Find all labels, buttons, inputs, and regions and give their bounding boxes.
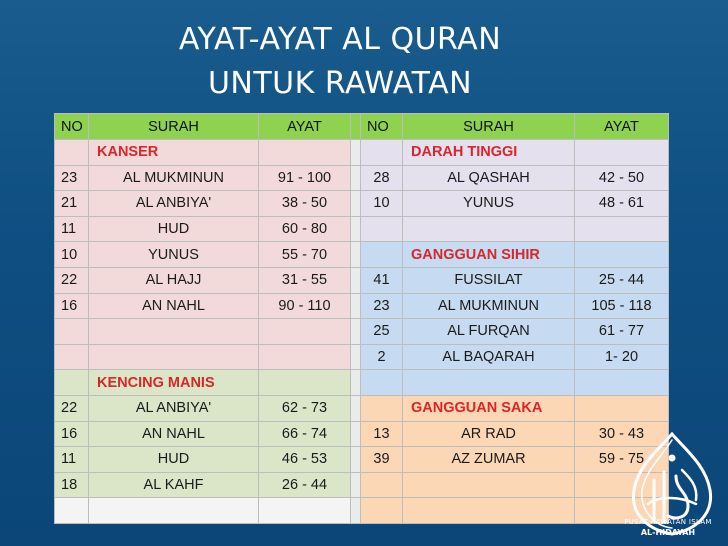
cell-ayat: 30 - 43 [575,421,669,447]
category-heading: KANSER [89,140,259,166]
cell-no [55,319,89,345]
cell-surah: AR RAD [403,421,575,447]
cell-no: 2 [361,344,403,370]
cell-no: 16 [55,293,89,319]
cell-surah: AL KAHF [89,472,259,498]
cell-ayat: 46 - 53 [259,447,351,473]
cell-no: 28 [361,165,403,191]
column-separator [351,140,361,166]
table-row [55,395,669,421]
category-heading: GANGGUAN SAKA [403,395,575,421]
cell-surah: AL MUKMINUN [403,293,575,319]
cell-ayat [575,395,669,421]
cell-no [55,370,89,396]
cell-surah [403,216,575,242]
cell-surah: FUSSILAT [403,267,575,293]
cell-no: 22 [55,267,89,293]
column-separator [351,165,361,191]
cell-no: 39 [361,447,403,473]
cell-no: 21 [55,191,89,217]
cell-ayat [575,370,669,396]
category-heading: DARAH TINGGI [403,140,575,166]
cell-no [55,140,89,166]
cell-surah [403,472,575,498]
cell-ayat [259,370,351,396]
column-separator [351,447,361,473]
table-row [55,140,669,166]
cell-ayat: 62 - 73 [259,395,351,421]
table-row [55,267,669,293]
header-surah: SURAH [89,114,259,140]
cell-surah: AL ANBIYA' [89,395,259,421]
cell-ayat [259,498,351,524]
cell-surah [89,319,259,345]
cell-no [55,344,89,370]
cell-ayat: 48 - 61 [575,191,669,217]
page-title: AYAT-AYAT AL QURAN [178,22,502,57]
cell-ayat [259,344,351,370]
cell-ayat: 31 - 55 [259,267,351,293]
cell-ayat: 59 - 75 [575,447,669,473]
table-row [55,370,669,396]
column-separator [351,216,361,242]
cell-no: 23 [55,165,89,191]
cell-ayat: 55 - 70 [259,242,351,268]
cell-no: 25 [361,319,403,345]
cell-ayat: 26 - 44 [259,472,351,498]
header-no: NO [361,114,403,140]
cell-no: 41 [361,267,403,293]
cell-surah [89,498,259,524]
cell-surah: YUNUS [89,242,259,268]
table-row [55,344,669,370]
cell-ayat [575,216,669,242]
cell-surah: AL MUKMINUN [89,165,259,191]
surah-table [54,113,669,524]
cell-ayat: 60 - 80 [259,216,351,242]
column-separator [351,191,361,217]
cell-ayat [259,319,351,345]
table-row [55,319,669,345]
cell-no [361,498,403,524]
cell-no: 13 [361,421,403,447]
cell-ayat: 38 - 50 [259,191,351,217]
cell-ayat: 1- 20 [575,344,669,370]
cell-no [55,498,89,524]
cell-surah: AN NAHL [89,421,259,447]
table-row [55,216,669,242]
cell-ayat [575,140,669,166]
column-separator [351,370,361,396]
header-surah: SURAH [403,114,575,140]
header-no: NO [55,114,89,140]
cell-no: 11 [55,216,89,242]
cell-ayat: 105 - 118 [575,293,669,319]
cell-no: 18 [55,472,89,498]
cell-ayat: 90 - 110 [259,293,351,319]
cell-ayat [575,242,669,268]
logo-line2: AL-HIDAYAH [640,528,696,537]
table-row [55,498,669,524]
column-separator [351,319,361,345]
table-row [55,165,669,191]
cell-surah: AZ ZUMAR [403,447,575,473]
cell-ayat: 42 - 50 [575,165,669,191]
column-separator [351,344,361,370]
column-separator [351,395,361,421]
cell-no: 16 [55,421,89,447]
cell-no: 10 [361,191,403,217]
table-row [55,472,669,498]
cell-surah: AL ANBIYA' [89,191,259,217]
header-ayat: AYAT [259,114,351,140]
column-separator [351,114,361,140]
cell-no [361,140,403,166]
cell-surah: HUD [89,216,259,242]
table-row [55,421,669,447]
column-separator [351,242,361,268]
page-subtitle: UNTUK RAWATAN [207,66,473,101]
cell-no [361,216,403,242]
cell-no: 23 [361,293,403,319]
cell-ayat: 25 - 44 [575,267,669,293]
cell-ayat: 91 - 100 [259,165,351,191]
cell-no: 22 [55,395,89,421]
column-separator [351,421,361,447]
cell-surah: AL BAQARAH [403,344,575,370]
cell-surah [89,344,259,370]
header-ayat: AYAT [575,114,669,140]
cell-surah [403,498,575,524]
cell-surah: AN NAHL [89,293,259,319]
table-header-row [55,114,669,140]
cell-surah: AL HAJJ [89,267,259,293]
table-row [55,293,669,319]
category-heading: KENCING MANIS [89,370,259,396]
cell-surah [403,370,575,396]
cell-ayat [259,140,351,166]
column-separator [351,267,361,293]
cell-no: 11 [55,447,89,473]
column-separator [351,472,361,498]
column-separator [351,498,361,524]
cell-surah: HUD [89,447,259,473]
cell-surah: AL QASHAH [403,165,575,191]
cell-surah: YUNUS [403,191,575,217]
column-separator [351,293,361,319]
cell-surah: AL FURQAN [403,319,575,345]
table-row [55,242,669,268]
cell-no [361,242,403,268]
cell-ayat: 66 - 74 [259,421,351,447]
table-row [55,447,669,473]
cell-no: 10 [55,242,89,268]
logo-line1: PUSAT RAWATAN ISLAM [624,518,712,526]
category-heading: GANGGUAN SIHIR [403,242,575,268]
table-row [55,191,669,217]
cell-ayat: 61 - 77 [575,319,669,345]
cell-no [361,370,403,396]
cell-no [361,395,403,421]
cell-no [361,472,403,498]
